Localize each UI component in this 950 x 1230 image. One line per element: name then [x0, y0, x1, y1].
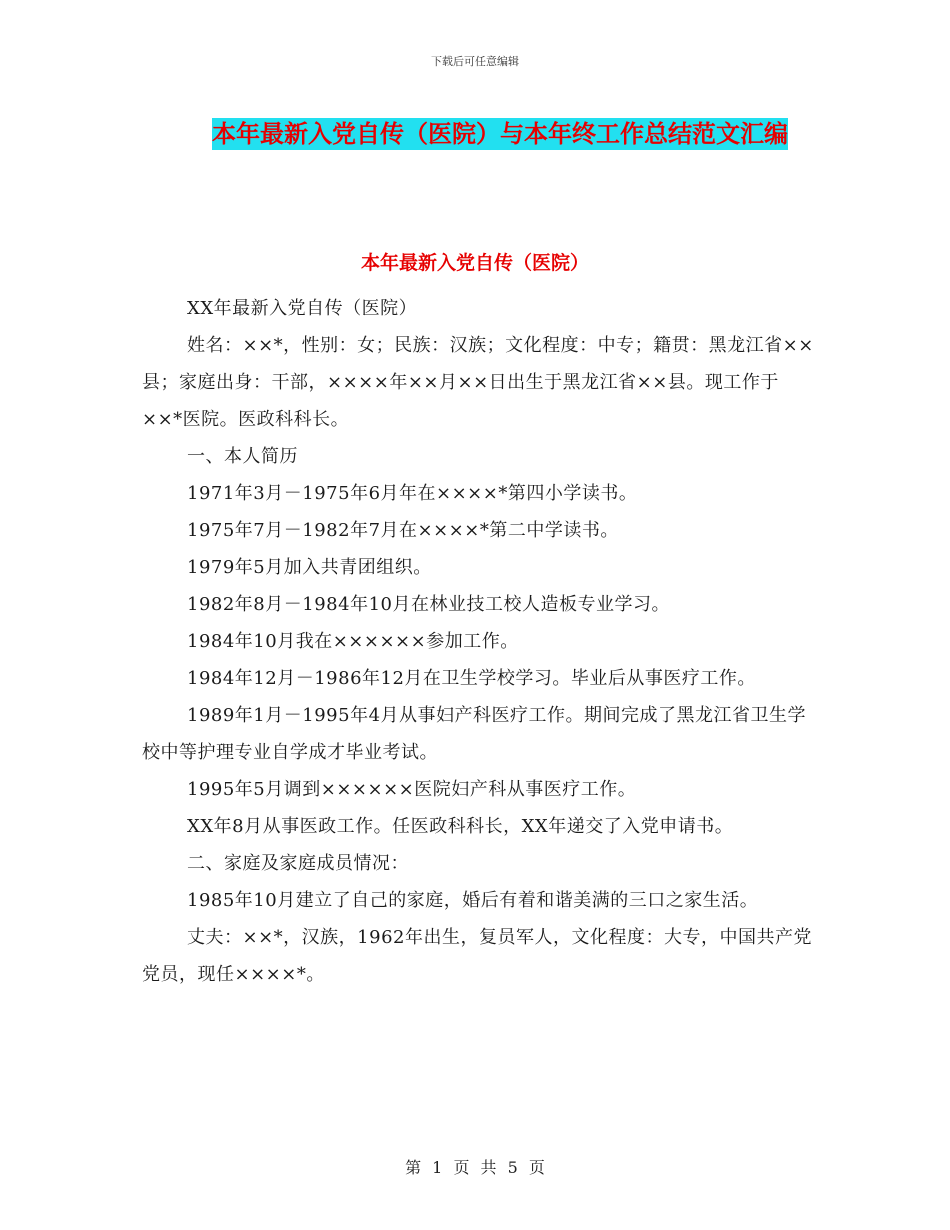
paragraph: 1975年7月－1982年7月在××××*第二中学读书。: [187, 520, 619, 541]
header-note: 下载后可任意编辑: [431, 55, 519, 68]
paragraph: 1985年10月建立了自己的家庭，婚后有着和谐美满的三口之家生活。: [187, 890, 759, 911]
paragraph: 二、家庭及家庭成员情况：: [187, 853, 409, 874]
paragraph: 1979年5月加入共青团组织。: [187, 557, 432, 578]
page-footer: 第 1 页 共 5 页: [405, 1158, 545, 1177]
paragraph: 1995年5月调到××××××医院妇产科从事医疗工作。: [187, 779, 637, 800]
paragraph: 1984年10月我在××××××参加工作。: [187, 631, 519, 652]
paragraph: 1982年8月－1984年10月在林业技工校人造板专业学习。: [187, 594, 670, 615]
document-body: [142, 290, 817, 993]
paragraph: 1989年1月－1995年4月从事妇产科医疗工作。期间完成了黑龙江省卫生学校中等护理专业自学成才毕业考试。: [142, 705, 807, 763]
document-title: [190, 112, 810, 156]
paragraph: 1984年12月－1986年12月在卫生学校学习。毕业后从事医疗工作。: [187, 668, 756, 689]
paragraph: XX年最新入党自传（医院）: [187, 298, 418, 319]
paragraph: 姓名：××*，性别：女；民族：汉族；文化程度：中专；籍贯：黑龙江省××县；家庭出身：干部，××××年××月××日出生于黑龙江省××县。现工作于××*医院。医政科科长。: [142, 335, 814, 430]
document-title-text: 本年最新入党自传（医院）与本年终工作总结范文汇编: [212, 120, 788, 148]
paragraph: 一、本人简历: [187, 446, 298, 467]
section-title: 本年最新入党自传（医院）: [360, 252, 589, 274]
paragraph: 1971年3月－1975年6月年在××××*第四小学读书。: [187, 483, 638, 504]
paragraph: 丈夫：××*，汉族，1962年出生，复员军人，文化程度：大专，中国共产党党员，现任××××*。: [142, 927, 812, 985]
paragraph: XX年8月从事医政工作。任医政科科长，XX年递交了入党申请书。: [187, 816, 734, 837]
